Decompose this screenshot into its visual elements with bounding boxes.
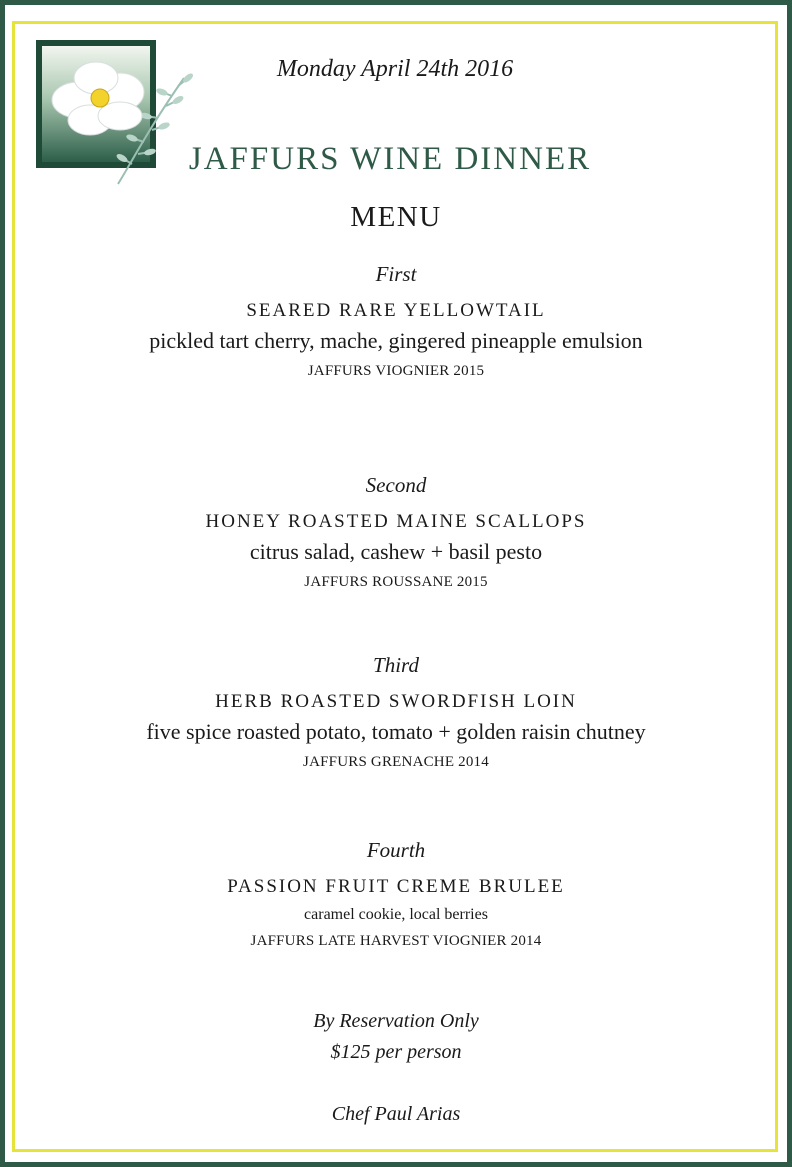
dish-description: pickled tart cherry, mache, gingered pineapple emulsion: [149, 328, 643, 353]
wine-pairing: JAFFURS GRENACHE 2014: [303, 754, 489, 770]
event-title: JAFFURS WINE DINNER: [188, 141, 592, 177]
wine-pairing: JAFFURS VIOGNIER 2015: [307, 363, 485, 379]
dish-name: HERB ROASTED SWORDFISH LOIN: [215, 691, 577, 712]
dish-name: SEARED RARE YELLOWTAIL: [246, 300, 546, 321]
course-first: [0, 260, 792, 382]
course-second: [0, 471, 792, 593]
dish-description: citrus salad, cashew + basil pesto: [249, 539, 543, 564]
dish-name: HONEY ROASTED MAINE SCALLOPS: [205, 511, 587, 532]
course-third: [0, 651, 792, 773]
wine-pairing: JAFFURS LATE HARVEST VIOGNIER 2014: [250, 933, 542, 949]
menu-heading: MENU: [350, 201, 442, 233]
dish-description: five spice roasted potato, tomato + golden raisin chutney: [146, 719, 646, 744]
wine-pairing: JAFFURS ROUSSANE 2015: [304, 574, 488, 590]
reservation-note: By Reservation Only: [313, 1010, 479, 1032]
course-label: First: [375, 262, 417, 286]
course-fourth: [0, 836, 792, 952]
course-label: Second: [365, 473, 427, 497]
dish-name: PASSION FRUIT CREME BRULEE: [227, 876, 565, 897]
course-label: Third: [373, 653, 419, 677]
chef-name: Chef Paul Arias: [331, 1103, 461, 1125]
course-label: Fourth: [366, 838, 426, 862]
price-per-person: $125 per person: [330, 1041, 462, 1063]
dish-description: caramel cookie, local berries: [304, 906, 488, 923]
event-date: Monday April 24th 2016: [276, 56, 514, 82]
